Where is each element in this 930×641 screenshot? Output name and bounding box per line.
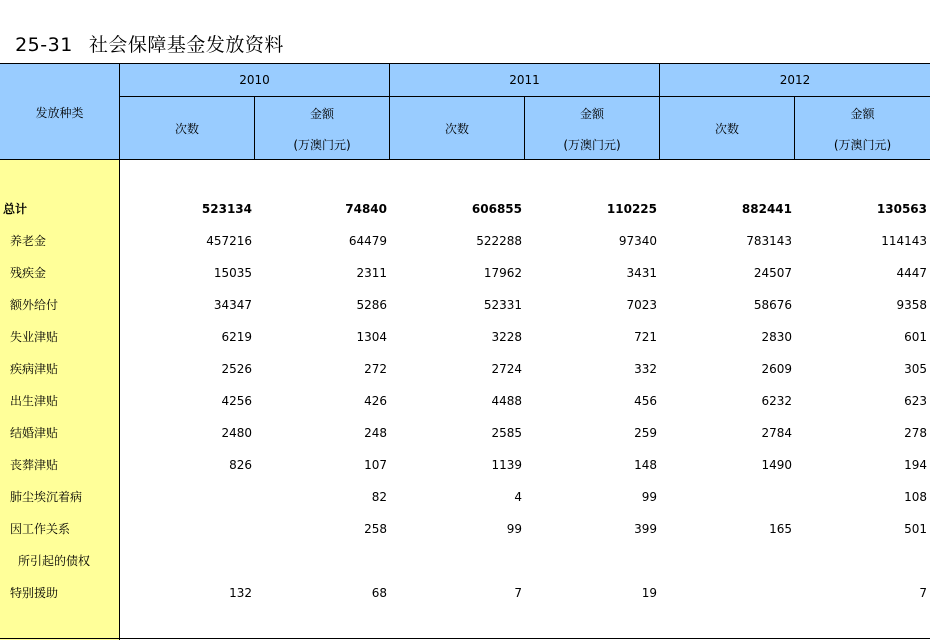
table-row [0,449,930,481]
table-cell: 783143 [746,234,792,248]
table-cell: 601 [904,330,927,344]
table-header [0,63,930,160]
table-cell: 523134 [201,202,252,216]
table-cell: 456 [634,394,657,408]
table-cell: 6219 [221,330,252,344]
count-header-2010: 次数 [174,122,199,136]
year-header-2011: 2011 [509,73,540,87]
amount-header-2012 [795,97,930,160]
table-cell [132,481,252,513]
year-header-2012: 2012 [779,73,811,87]
table-cell: 272 [364,362,387,376]
table-row [0,289,930,321]
table-cell: 5286 [356,298,387,312]
row-label: 结婚津贴 [10,426,59,440]
table-cell: 1490 [761,458,792,472]
count-header-2011: 次数 [444,122,469,136]
table-cell: 2609 [761,362,792,376]
table-cell [672,577,792,609]
table-cell: 522288 [476,234,522,248]
row-label: 出生津贴 [10,394,59,408]
table-cell: 7023 [626,298,657,312]
table-cell: 132 [229,586,252,600]
table-cell: 2724 [491,362,522,376]
table-cell: 2526 [221,362,252,376]
row-label: 失业津贴 [10,330,59,344]
table-cell: 110225 [606,202,657,216]
table-row [0,577,930,609]
table-cell: 34347 [213,298,252,312]
amount-label: 金额 [309,106,334,121]
row-label: 残疾金 [10,266,47,280]
header-divider [794,96,795,160]
table-row [0,417,930,449]
header-divider [659,64,660,160]
table-cell: 7 [514,586,522,600]
table-cell: 17962 [483,266,522,280]
table-cell: 194 [904,458,927,472]
amount-label: 金额 [579,106,604,121]
table-row [0,225,930,257]
table-row [0,353,930,385]
table-cell: 148 [634,458,657,472]
table-cell: 721 [634,330,657,344]
table-cell: 7 [919,586,927,600]
amount-header-2011 [525,97,659,160]
table-cell: 107 [364,458,387,472]
page-title [2,6,284,56]
table-cell [537,545,657,577]
table-cell: 332 [634,362,657,376]
table-cell [267,545,387,577]
table-cell: 4 [514,490,522,504]
table-cell: 3431 [626,266,657,280]
table-cell: 114143 [881,234,927,248]
header-divider [119,64,120,160]
table-cell: 278 [904,426,927,440]
table-cell: 426 [364,394,387,408]
table-row [0,321,930,353]
table-cell: 882441 [741,202,792,216]
amount-unit: (万澳门元) [563,137,621,152]
table-cell [672,481,792,513]
table-cell: 623 [904,394,927,408]
table-row [0,513,930,545]
table-cell: 99 [641,490,657,504]
table-cell: 52331 [483,298,522,312]
table-cell: 4256 [221,394,252,408]
table-cell: 6232 [761,394,792,408]
row-label: 所引起的债权 [18,554,91,568]
row-label: 因工作关系 [10,522,71,536]
table-cell: 3228 [491,330,522,344]
table-row [0,257,930,289]
table-cell: 1304 [356,330,387,344]
header-divider [120,96,930,97]
amount-unit: (万澳门元) [833,137,892,152]
table-cell: 2784 [761,426,792,440]
table-cell: 2585 [491,426,522,440]
row-label: 总计 [3,202,28,216]
table-cell: 248 [364,426,387,440]
table-cell: 2480 [221,426,252,440]
table-cell: 58676 [753,298,792,312]
table-cell [132,513,252,545]
table-cell: 130563 [876,202,927,216]
table-cell: 826 [229,458,252,472]
table-cell: 68 [371,586,387,600]
table-cell: 19 [641,586,657,600]
table-cell: 4488 [491,394,522,408]
row-label: 特别援助 [10,586,59,600]
table-cell: 606855 [471,202,522,216]
table-cell: 399 [634,522,657,536]
header-divider [524,96,525,160]
table-cell: 74840 [345,202,387,216]
amount-header-2010 [255,97,389,160]
table-cell: 457216 [206,234,252,248]
table-cell: 97340 [618,234,657,248]
row-label: 疾病津贴 [10,362,59,376]
table-cell: 82 [371,490,387,504]
table-cell [132,545,252,577]
count-header-2012: 次数 [714,122,739,136]
row-label: 丧葬津贴 [10,458,59,472]
table-cell: 64479 [348,234,387,248]
table-cell [807,545,927,577]
header-divider [389,64,390,160]
table-bottom-border [0,638,930,639]
table-cell: 259 [634,426,657,440]
header-divider [254,96,255,160]
table-cell: 2830 [761,330,792,344]
table-cell: 108 [904,490,927,504]
table-cell: 9358 [896,298,927,312]
table-cell [672,545,792,577]
table-cell: 501 [904,522,927,536]
table-row [0,193,930,225]
row-label: 肺尘埃沉着病 [10,490,83,504]
table-cell: 1139 [491,458,522,472]
table-cell [402,545,522,577]
amount-label: 金额 [850,106,875,121]
table-cell: 305 [904,362,927,376]
table-cell: 4447 [896,266,927,280]
table-row [0,481,930,513]
table-row [0,385,930,417]
table-cell: 99 [506,522,522,536]
amount-unit: (万澳门元) [293,137,351,152]
year-header-2010: 2010 [239,73,270,87]
table-row [0,545,930,577]
row-label: 额外给付 [10,298,59,312]
table-cell: 258 [364,522,387,536]
row-label: 养老金 [10,234,47,248]
table-cell: 24507 [753,266,792,280]
table-cell: 165 [769,522,792,536]
category-header: 发放种类 [35,106,84,120]
table-cell: 2311 [356,266,387,280]
table-code: 25-31 [15,34,73,56]
table-cell: 15035 [213,266,252,280]
table-title: 社会保障基金发放资料 [88,34,284,56]
